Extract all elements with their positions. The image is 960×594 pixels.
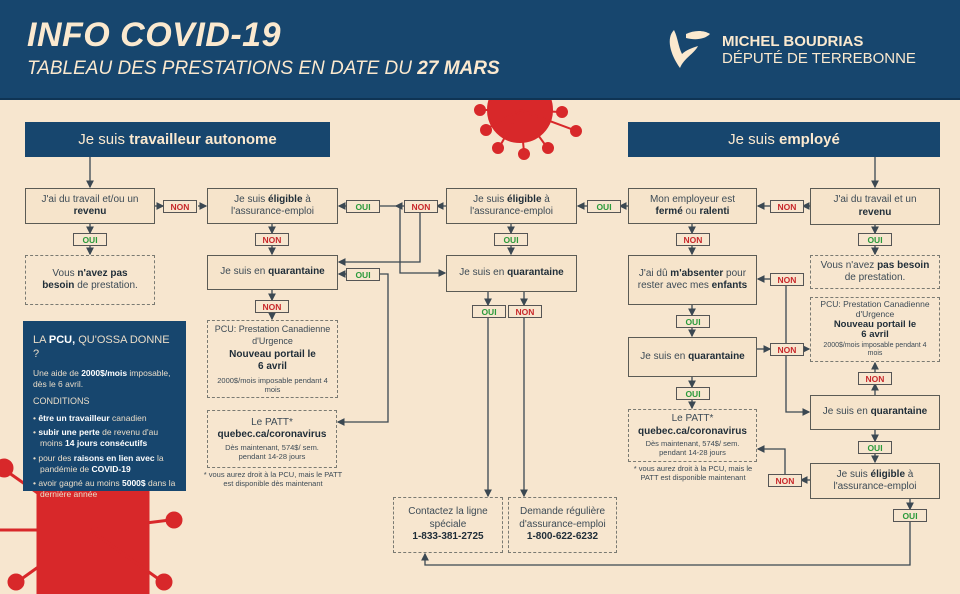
t: J'ai dû <box>638 267 671 279</box>
t: à l'assurance-emploi <box>230 193 315 217</box>
panel-conditions-label: CONDITIONS <box>33 395 90 406</box>
t: quarantaine <box>507 267 564 279</box>
label-yes: OUI <box>73 233 107 246</box>
label-yes: OUI <box>346 268 380 281</box>
t: éligible <box>507 193 542 205</box>
node-mid-eligible <box>446 188 577 224</box>
t: Je suis en <box>640 350 689 362</box>
label-yes: OUI <box>893 509 927 522</box>
label-no: NON <box>163 200 197 213</box>
node-left-no-need <box>25 255 155 305</box>
t: être un travailleur <box>38 413 110 424</box>
panel-title <box>33 333 176 362</box>
t: 2000$/mois <box>81 367 128 378</box>
t <box>640 351 745 364</box>
node-contact-line <box>393 497 503 553</box>
label-no: NON <box>770 343 804 356</box>
t: fermé <box>655 206 683 217</box>
t: ou <box>682 206 700 217</box>
pcu-title: PCU: Prestation Canadienne d'Urgence <box>820 299 930 319</box>
t: Vous n'avez <box>820 259 878 271</box>
pcu-portal: Nouveau portail le 6 avril <box>229 348 316 373</box>
t: éligible <box>870 468 905 480</box>
right-footnote: * vous aurez droit à la PCU, mais le PATT est disponible maintenant <box>633 464 753 482</box>
label-no: NON <box>676 233 710 246</box>
t: enfants <box>711 280 748 291</box>
pcu-detail: 2000$/mois imposable pendant 4 mois <box>823 341 927 358</box>
t: • <box>33 427 39 438</box>
t: PCU, <box>48 334 76 346</box>
t: 14 jours consécutifs <box>65 438 148 449</box>
panel-aid <box>33 368 176 390</box>
node-left-patt <box>207 410 337 468</box>
t: 5000$ <box>121 477 146 488</box>
t: n'avez pas besoin <box>42 267 128 291</box>
label-no: NON <box>768 474 802 487</box>
t: à l'assurance-emploi <box>469 193 554 217</box>
t: Je suis <box>78 131 125 148</box>
patt-link[interactable]: quebec.ca/coronavirus <box>638 425 747 437</box>
t: J'ai du travail et un <box>833 194 917 205</box>
left-footnote: * vous aurez droit à la PCU, mais le PATT est disponible dès maintenant <box>203 470 343 488</box>
t: de revenu d'au moins <box>40 427 159 449</box>
t <box>453 194 570 219</box>
t: Je suis <box>473 193 508 205</box>
t: quarantaine <box>268 266 325 278</box>
t: QU'OSSA DONNE ? <box>33 334 170 361</box>
condition-item <box>33 478 176 500</box>
condition-item <box>33 427 176 449</box>
node-left-has-work <box>25 188 155 224</box>
node-right-quarantine <box>628 337 757 377</box>
t <box>817 260 933 285</box>
label-no: NON <box>858 372 892 385</box>
t <box>635 194 750 219</box>
label-no: NON <box>255 233 289 246</box>
t: raisons en lien avec <box>73 452 155 463</box>
t: J'ai du travail et/ou un <box>41 193 139 205</box>
t: quarantaine <box>870 406 928 418</box>
t: la pandémie de <box>40 452 164 474</box>
node-mid-quarantine <box>446 255 577 292</box>
label-yes: OUI <box>587 200 621 213</box>
t: Je suis <box>234 193 269 205</box>
conditions-list <box>33 413 176 499</box>
node-right-has-work <box>810 188 940 225</box>
t: Je suis <box>836 468 871 480</box>
label-yes: OUI <box>494 233 528 246</box>
t: revenu <box>73 206 107 217</box>
t <box>817 469 933 494</box>
node-right-no-need <box>810 255 940 289</box>
label-yes: OUI <box>676 387 710 400</box>
t <box>823 406 928 419</box>
t: imposable, dès le 6 avril. <box>33 367 171 389</box>
label-yes: OUI <box>346 200 380 213</box>
label-no: NON <box>255 300 289 313</box>
t: • avoir gagné au moins <box>33 477 122 488</box>
t: Une aide de <box>33 367 82 378</box>
node-right-pcu <box>810 297 940 362</box>
label-no: NON <box>770 273 804 286</box>
t: Vous <box>52 267 78 279</box>
t <box>214 194 331 219</box>
label-no: NON <box>508 305 542 318</box>
t: pas besoin <box>877 259 930 271</box>
t: pour rester avec mes <box>637 267 747 291</box>
node-left-pcu <box>207 320 338 398</box>
t: • pour des <box>33 452 74 463</box>
t: de prestation. <box>844 272 906 283</box>
mp-name: MICHEL BOUDRIAS <box>722 33 864 50</box>
page-title: INFO COVID-19 <box>27 16 281 54</box>
t: revenu <box>858 206 892 218</box>
patt-detail: Dès maintenant, 574$/ sem. pendant 14-28 jours <box>225 442 319 461</box>
t <box>459 267 564 280</box>
node-left-eligible <box>207 188 338 224</box>
node-right-patt <box>628 409 757 462</box>
condition-item <box>33 413 176 424</box>
node-absent-children <box>628 255 757 305</box>
subtitle-date: 27 MARS <box>417 58 500 79</box>
subtitle-text: TABLEAU DES PRESTATIONS EN DATE DU <box>27 58 418 79</box>
t <box>32 194 148 219</box>
label-yes: OUI <box>858 441 892 454</box>
t: Je suis en <box>459 267 508 279</box>
node-left-quarantine <box>207 255 338 290</box>
patt-link[interactable]: quebec.ca/coronavirus <box>217 429 327 440</box>
mp-role: DÉPUTÉ DE TERREBONNE <box>722 50 916 67</box>
t <box>42 268 138 293</box>
t: COVID-19 <box>91 463 131 474</box>
condition-item <box>33 453 176 475</box>
label-yes: OUI <box>676 315 710 328</box>
pcu-detail: 2000$/mois imposable pendant 4 mois <box>217 375 328 394</box>
t: Je suis en <box>220 266 269 278</box>
t: Je suis <box>728 131 775 148</box>
label-no: NON <box>770 200 804 213</box>
regular-text: Demande régulière d'assurance-emploi <box>519 506 606 530</box>
t: canadien <box>109 413 147 424</box>
label-no: NON <box>404 200 438 213</box>
patt-detail: Dès maintenant, 574$/ sem. pendant 14-28 jours <box>645 439 740 457</box>
contact-phone[interactable]: 1-833-381-2725 <box>412 531 484 543</box>
pcu-title: PCU: Prestation Canadienne d'Urgence <box>214 324 331 346</box>
t <box>817 194 933 219</box>
t: de prestation. <box>74 280 138 291</box>
node-right-eligible <box>810 463 940 499</box>
t: Mon employeur est <box>649 193 736 205</box>
regular-phone[interactable]: 1-800-622-6232 <box>526 531 599 543</box>
patt-title: Le PATT* <box>671 413 714 424</box>
t <box>220 266 325 279</box>
t: Je suis en <box>822 406 871 418</box>
t: éligible <box>268 193 303 205</box>
node-right-quarantine-2 <box>810 395 940 430</box>
t: dans la dernière année <box>40 477 176 499</box>
t: quarantaine <box>688 350 745 362</box>
t: travailleur autonome <box>129 131 277 148</box>
contact-text: Contactez la ligne spéciale <box>408 506 488 530</box>
t: LA <box>33 334 49 346</box>
t: ralenti <box>699 206 730 217</box>
label-yes: OUI <box>858 233 892 246</box>
t <box>635 268 750 293</box>
node-employer-closed <box>628 188 757 224</box>
pcu-info-panel <box>23 321 186 499</box>
node-regular-ei <box>508 497 617 553</box>
t: m'absenter <box>670 267 724 279</box>
t: employé <box>779 131 840 148</box>
pcu-portal: Nouveau portail le 6 avril <box>833 319 917 341</box>
t: • <box>33 413 39 424</box>
t: à l'assurance-emploi <box>833 468 917 492</box>
label-yes: OUI <box>472 305 506 318</box>
t: subir une perte <box>38 427 100 438</box>
patt-title: Le PATT* <box>251 416 293 428</box>
